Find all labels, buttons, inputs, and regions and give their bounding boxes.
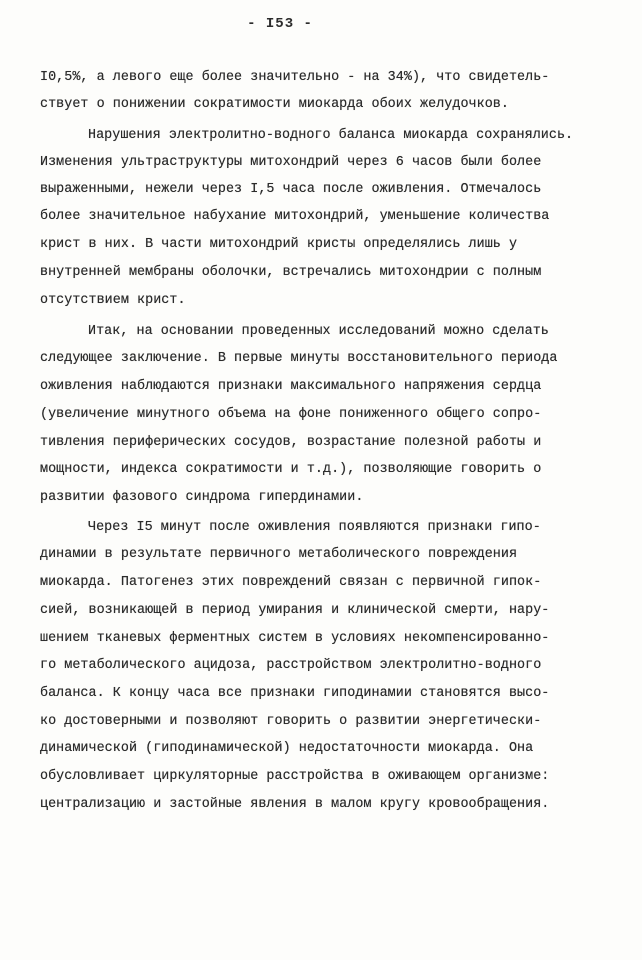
text-line: ко достоверными и позволяют говорить о развитии энергетически- [40,714,542,729]
text-line: динамии в результате первичного метаболического повреждения [40,547,518,562]
text-line: мощности, индекса сократимости и т.д.), позволяющие говорить о [40,462,542,477]
text-line: Через I5 минут после оживления появляются признаки гипо- [88,520,541,535]
text-line: миокарда. Патогенез этих повреждений связан с первичной гипок- [40,575,542,590]
text-line: (увеличение минутного объема на фоне пониженного общего сопро- [40,407,542,422]
page-number: - I53 - [247,16,313,32]
text-line: следующее заключение. В первые минуты восстановительного периода [40,351,558,366]
text-line: обусловливает циркуляторные расстройства в оживающем организме: [40,769,550,784]
text-line: более значительное набухание митохондрий, уменьшение количества [40,209,550,224]
text-line: шением тканевых ферментных систем в условиях некомпенсированно- [40,631,550,646]
text-line: динамической (гиподинамической) недостаточности миокарда. Она [40,741,534,756]
text-line: развитии фазового синдрома гипердинамии. [40,490,364,505]
text-line: баланса. К концу часа все признаки гиподинамии становятся высо- [40,686,550,701]
text-line: Изменения ультраструктуры митохондрий через 6 часов были более [40,155,542,170]
text-line: отсутствием крист. [40,293,186,308]
text-line: I0,5%, а левого еще более значительно - на 34%), что свидетель- [40,70,550,85]
text-line: сией, возникающей в период умирания и клинической смерти, нару- [40,603,550,618]
text-line: тивления периферических сосудов, возрастание полезной работы и [40,435,542,450]
text-line: внутренней мембраны оболочки, встречались митохондрии с полным [40,265,542,280]
text-line: Нарушения электролитно-водного баланса миокарда сохранялись. [88,128,574,143]
text-line: выраженными, нежели через I,5 часа после оживления. Отмечалось [40,182,542,197]
text-line: централизацию и застойные явления в малом кругу кровообращения. [40,797,550,812]
text-line: го метаболического ацидоза, расстройством электролитно-водного [40,658,542,673]
text-line: ствует о понижении сократимости миокарда обоих желудочков. [40,97,509,112]
text-line: Итак, на основании проведенных исследований можно сделать [88,324,549,339]
text-line: крист в них. В части митохондрий кристы определялись лишь у [40,237,518,252]
text-line: оживления наблюдаются признаки максимального напряжения сердца [40,379,542,394]
